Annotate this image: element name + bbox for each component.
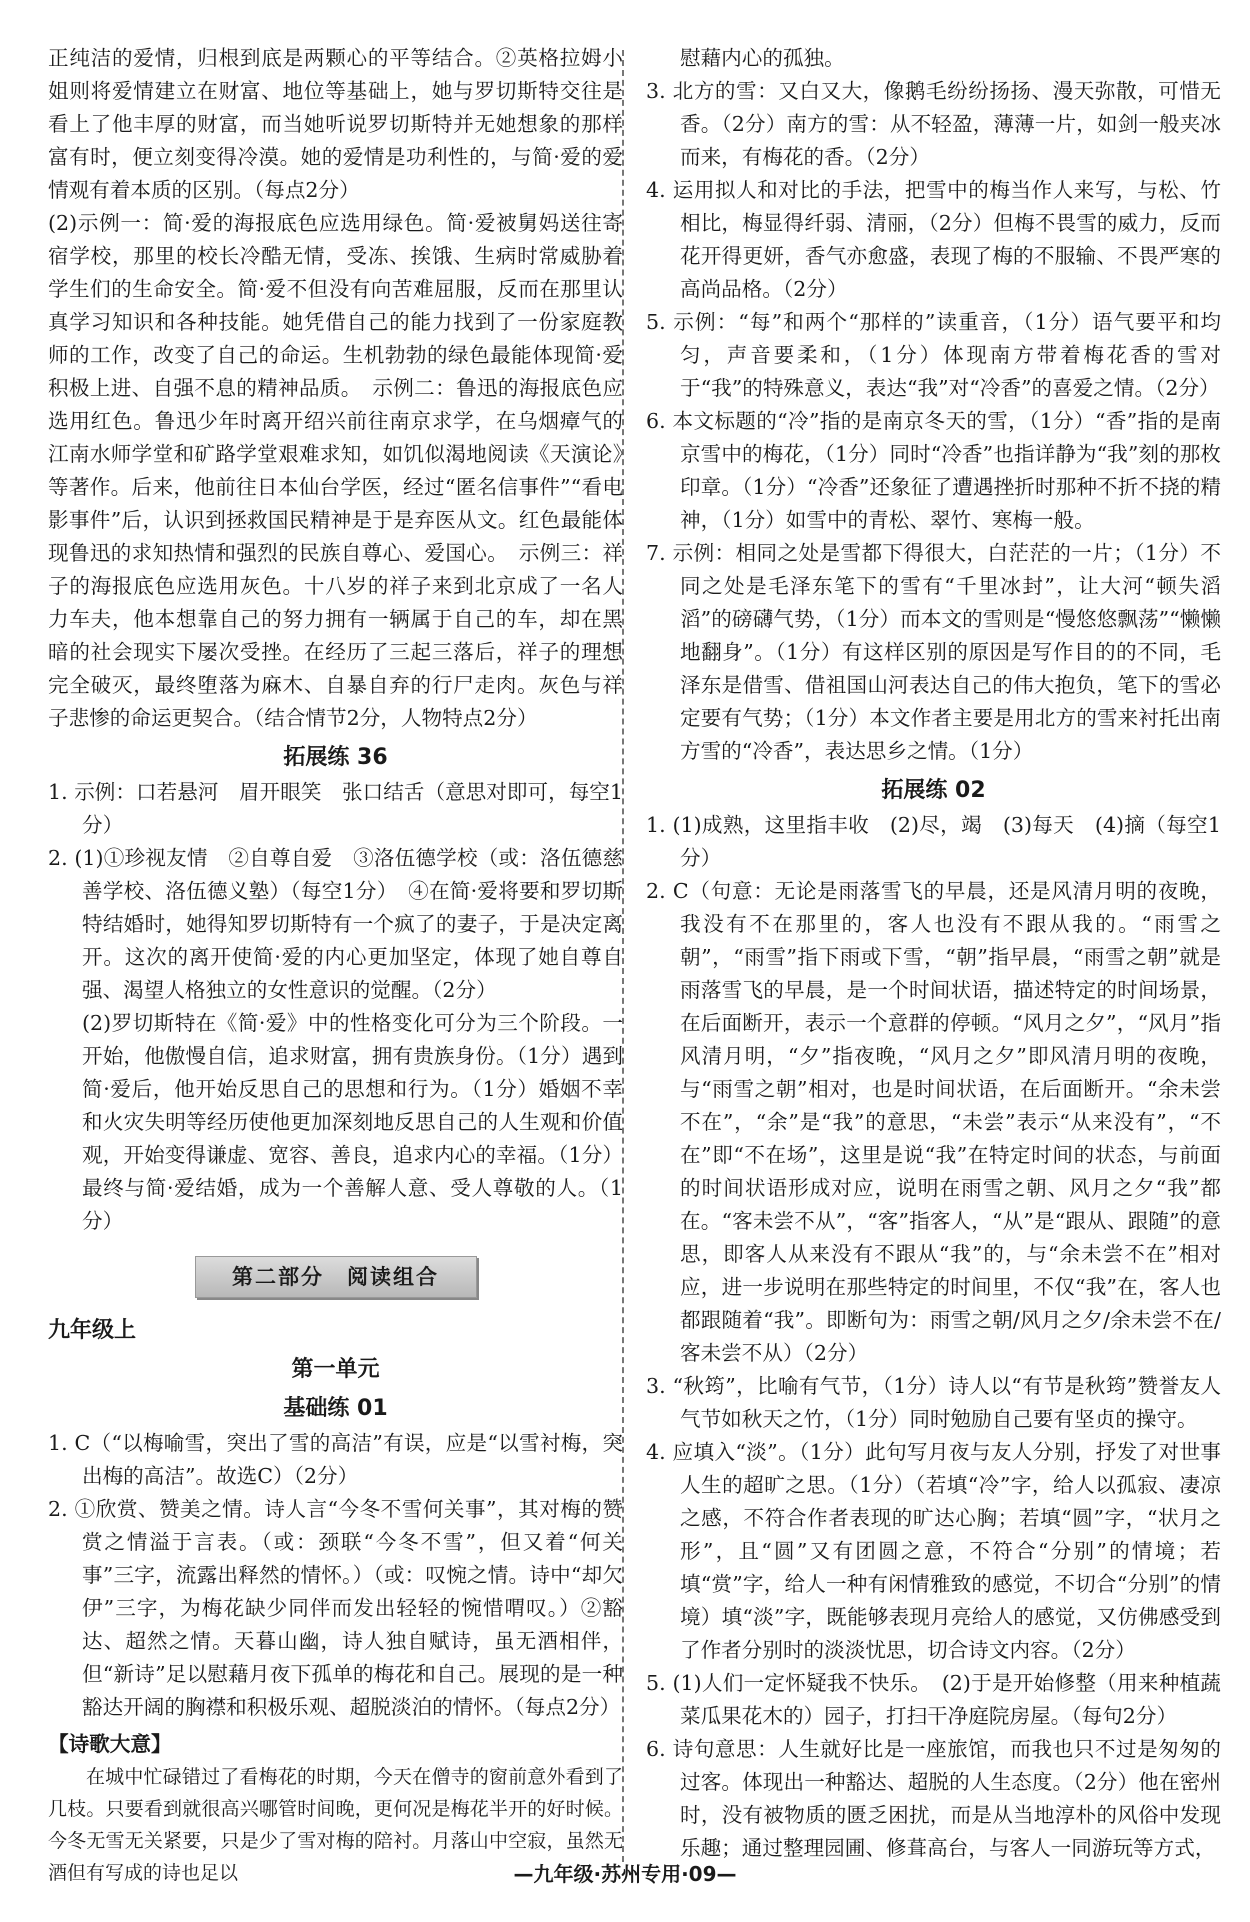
- poem-meaning-label: 【诗歌大意】: [48, 1732, 172, 1756]
- answer-item: 3. 北方的雪：又白又大，像鹅毛纷纷扬扬、漫天弥散，可惜无香。（2分）南方的雪：从不轻盈，薄薄一片，如剑一般夹冰而来，有梅花的香。（2分）: [646, 79, 1221, 169]
- answer-item: 1. C（“以梅喻雪，突出了雪的高洁”有误，应是“以雪衬梅，突出梅的高洁”。故选C）（2分）: [48, 1431, 623, 1488]
- page-footer: —九年级·苏州专用·09—: [513, 1862, 737, 1886]
- answer-item: 7. 示例：相同之处是雪都下得很大，白茫茫的一片；（1分）不同之处是毛泽东笔下的雪有“千里冰封”，让大河“顿失滔滔”的磅礴气势，（1分）而本文的雪则是“慢悠悠飘荡”“懒懒地翻身”。（1分）有这样区别的原因是写作目的的不同，毛泽东是借雪、借祖国山河表达自己的伟大抱负，笔下的雪必定要有气势；（1分）本文作者主要是用北方的雪来衬托出南方雪的“冷香”，表达思乡之情。（1分）: [646, 541, 1221, 763]
- answer-item: 2. C（句意：无论是雨落雪飞的早晨，还是风清月明的夜晚，我没有不在那里的，客人也没有不跟从我的。“雨雪之朝”，“雨雪”指下雨或下雪，“朝”指早晨，“雨雪之朝”就是雨落雪飞的早晨，是一个时间状语，描述特定的时间场景，在后面断开，表示一个意群的停顿。“风月之夕”，“风月”指风清月明，“夕”指夜晚，“风月之夕”即风清月明的夜晚，与“雨雪之朝”相对，也是时间状语，在后面断开。“余未尝不在”，“余”是“我”的意思，“未尝”表示“从来没有”，“不在”即“不在场”，这里是说“我”在特定时间的状态，与前面的时间状语形成对应，说明在雨雪之朝、风月之夕“我”都在。“客未尝不从”，“客”指客人，“从”是“跟从、跟随”的意思，即客人从来没有不跟从“我”的，与“余未尝不在”相对应，进一步说明在那些特定的时间里，不仅“我”在，客人也都跟随着“我”。即断句为：雨雪之朝/风月之夕/余未尝不在/客未尝不从）（2分）: [646, 879, 1221, 1365]
- answer-item: 5. 示例：“每”和两个“那样的”读重音，（1分）语气要平和均匀，声音要柔和，（1分）体现南方带着梅花香的雪对于“我”的特殊意义，表达“我”对“冷香”的喜爱之情。（2分）: [646, 310, 1221, 400]
- answer-item: 6. 本文标题的“冷”指的是南京冬天的雪，（1分）“香”指的是南京雪中的梅花，（1分）同时“冷香”也指详静为“我”刻的那枚印章。（1分）“冷香”还象征了遭遇挫折时那种不折不挠的精神，（1分）如雪中的青松、翠竹、寒梅一般。: [646, 409, 1221, 532]
- section-heading-basic01: 基础练 01: [283, 1396, 388, 1421]
- answer-item: 1. (1)成熟，这里指丰收 (2)尽，竭 (3)每天 (4)摘（每空1分）: [646, 813, 1221, 870]
- answer-item: 1. 示例：口若悬河 眉开眼笑 张口结舌（意思对即可，每空1分）: [48, 780, 623, 837]
- answer-item: 2. ①欣赏、赞美之情。诗人言“今冬不雪何关事”，其对梅的赞赏之情溢于言表。（或：颈联“今冬不雪”，但又着“何关事”三字，流露出释然的情怀。）（或：叹惋之情。诗中“却欠伊”三字，为梅花缺少同伴而发出轻轻的惋惜喟叹。）②豁达、超然之情。天暮山幽，诗人独自赋诗，虽无酒相伴，但“新诗”足以慰藉月夜下孤单的梅花和自己。展现的是一种豁达开阔的胸襟和积极乐观、超脱淡泊的情怀。（每点2分）: [48, 1497, 623, 1719]
- answer-paragraph: (2)示例一：简·爱的海报底色应选用绿色。简·爱被舅妈送往寄宿学校，那里的校长冷酷无情，受冻、挨饿、生病时常威胁着学生们的生命安全。简·爱不但没有向苦难屈服，反而在那里认真学习知识和各种技能。她凭借自己的能力找到了一份家庭教师的工作，改变了自己的命运。生机勃勃的绿色最能体现简·爱积极上进、自强不息的精神品质。 示例二：鲁迅的海报底色应选用红色。鲁迅少年时离开绍兴前往南京求学，在乌烟瘴气的江南水师学堂和矿路学堂艰难求知，如饥似渴地阅读《天演论》等著作。后来，他前往日本仙台学医，经过“匿名信事件”“看电影事件”后，认识到拯救国民精神是于是弃医从文。红色最能体现鲁迅的求知热情和强烈的民族自尊心、爱国心。 示例三：祥子的海报底色应选用灰色。十八岁的祥子来到北京成了一名人力车夫，他本想靠自己的努力拥有一辆属于自己的车，却在黑暗的社会现实下屡次受挫。在经历了三起三落后，祥子的理想完全破灭，最终堕落为麻木、自暴自弃的行尸走肉。灰色与祥子悲惨的命运更契合。（结合情节2分，人物特点2分）: [48, 211, 623, 730]
- right-column: [646, 42, 1221, 1865]
- poem-meaning-text: 在城中忙碌错过了看梅花的时期，今天在僧寺的窗前意外看到了几枝。只要看到就很高兴哪管时间晚，更何况是梅花半开的好时候。今冬无雪无关紧要，只是少了雪对梅的陪衬。月落山中空寂，虽然无酒但有写成的诗也足以: [48, 1766, 623, 1884]
- answer-item: 4. 应填入“淡”。（1分）此句写月夜与友人分别，抒发了对世事人生的超旷之思。（1分）（若填“冷”字，给人以孤寂、凄凉之感，不符合作者表现的旷达心胸；若填“圆”字，“状月之形”，且“圆”又有团圆之意，不符合“分别”的情境；若填“赏”字，给人一种有闲情雅致的感觉，不切合“分别”的情境）填“淡”字，既能够表现月亮给人的感觉，又仿佛感受到了作者分别时的淡淡忧思，切合诗文内容。（2分）: [646, 1440, 1221, 1662]
- left-column: [48, 42, 623, 1889]
- unit-heading: 第一单元: [291, 1357, 380, 1382]
- grade-label: 九年级上: [48, 1318, 137, 1343]
- section-heading-ext36: 拓展练 36: [283, 745, 388, 770]
- part-banner: 第二部分 阅读组合: [195, 1256, 477, 1298]
- answer-item: (2)罗切斯特在《简·爱》中的性格变化可分为三个阶段。一开始，他傲慢自信，追求财富，拥有贵族身份。（1分）遇到简·爱后，他开始反思自己的思想和行为。（1分）婚姻不幸和火灾失明等经历使他更加深刻地反思自己的人生观和价值观，开始变得谦虚、宽容、善良，追求内心的幸福。（1分）最终与简·爱结婚，成为一个善解人意、受人尊敬的人。（1分）: [82, 1011, 623, 1233]
- answer-item: 5. (1)人们一定怀疑我不快乐。 (2)于是开始修整（用来种植蔬菜瓜果花木的）园子，打扫干净庭院房屋。（每句2分）: [646, 1671, 1221, 1728]
- answer-item: 4. 运用拟人和对比的手法，把雪中的梅当作人来写，与松、竹相比，梅显得纤弱、清丽，（2分）但梅不畏雪的威力，反而花开得更妍，香气亦愈盛，表现了梅的不服输、不畏严寒的高尚品格。（2分）: [646, 178, 1221, 301]
- answer-item: 2. (1)①珍视友情 ②自尊自爱 ③洛伍德学校（或：洛伍德慈善学校、洛伍德义塾）（每空1分） ④在简·爱将要和罗切斯特结婚时，她得知罗切斯特有一个疯了的妻子，于是决定离开。这次的离开使简·爱的内心更加坚定，体现了她自尊自强、渴望人格独立的女性意识的觉醒。（2分）: [48, 846, 623, 1002]
- answer-continuation: 慰藉内心的孤独。: [680, 46, 845, 70]
- answer-item: 6. 诗句意思：人生就好比是一座旅馆，而我也只不过是匆匆的过客。体现出一种豁达、超脱的人生态度。（2分）他在密州时，没有被物质的匮乏困扰，而是从当地淳朴的风俗中发现乐趣；通过整理园圃、修葺高台，与客人一同游玩等方式，: [646, 1737, 1221, 1860]
- answer-paragraph: 正纯洁的爱情，归根到底是两颗心的平等结合。②英格拉姆小姐则将爱情建立在财富、地位等基础上，她与罗切斯特交往是看上了他丰厚的财富，而当她听说罗切斯特并无她想象的那样富有时，便立刻变得冷漠。她的爱情是功利性的，与简·爱的爱情观有着本质的区别。（每点2分）: [48, 46, 623, 202]
- answer-item: 3. “秋筠”，比喻有气节，（1分）诗人以“有节是秋筠”赞誉友人气节如秋天之竹，（1分）同时勉励自己要有坚贞的操守。: [646, 1374, 1221, 1431]
- section-heading-ext02: 拓展练 02: [881, 778, 986, 803]
